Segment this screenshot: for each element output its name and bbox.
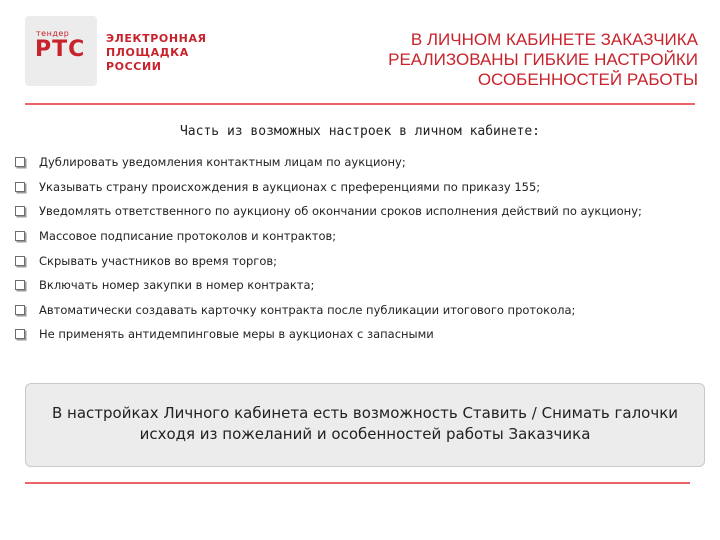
list-item: [15, 298, 710, 323]
list-item-text: Указывать страну происхождения в аукционах с преференциями по приказу 155;: [39, 179, 541, 194]
note-line: исходя из пожеланий и особенностей работы Заказчика: [139, 425, 591, 443]
section-subtitle: Часть из возможных настроек в личном кабинете:: [179, 124, 541, 139]
logo-top-text: тендер: [36, 29, 70, 38]
list-item-text: Автоматически создавать карточку контракта после публикации итогового протокола;: [39, 302, 576, 317]
checkbox-bullet-icon: [15, 157, 25, 167]
checkbox-bullet-icon: [15, 182, 25, 192]
checkbox-bullet-icon: [15, 256, 25, 266]
list-item: [15, 322, 710, 347]
note-line: В настройках Личного кабинета есть возможность Ставить / Снимать галочки: [51, 404, 679, 422]
logo-name-line: РОССИИ: [106, 60, 162, 73]
list-item-text: Дублировать уведомления контактным лицам по аукциону;: [39, 155, 406, 170]
list-item-text: Не применять антидемпинговые меры в аукционах с запасными: [39, 327, 434, 342]
settings-list: [15, 150, 710, 347]
list-item-text: Включать номер закупки в номер контракта;: [39, 278, 315, 293]
list-item-text: Уведомлять ответственного по аукциону об окончании сроков исполнения действий по аукциону;: [39, 204, 642, 219]
logo-name-line: ПЛОЩАДКА: [106, 46, 189, 59]
checkbox-bullet-icon: [15, 206, 25, 216]
checkbox-bullet-icon: [15, 231, 25, 241]
list-item: [15, 224, 710, 249]
title-line: В ЛИЧНОМ КАБИНЕТЕ ЗАКАЗЧИКА: [410, 30, 698, 49]
list-item-text: Скрывать участников во время торгов;: [39, 253, 278, 268]
title-line: РЕАЛИЗОВАНЫ ГИБКИЕ НАСТРОЙКИ: [388, 50, 698, 69]
list-item: [15, 273, 710, 298]
list-item-text: Массовое подписание протоколов и контрактов;: [39, 229, 337, 244]
list-item: [15, 150, 710, 175]
logo-name-line: ЭЛЕКТРОННАЯ: [106, 32, 207, 45]
list-item: [15, 199, 710, 224]
list-item: [15, 175, 710, 200]
info-note-box: [25, 383, 705, 467]
header-divider: [25, 103, 695, 105]
logo-main-text: РТС: [35, 37, 86, 62]
logo-company-name: [106, 32, 207, 74]
checkbox-bullet-icon: [15, 305, 25, 315]
page-title: [278, 30, 698, 90]
checkbox-bullet-icon: [15, 280, 25, 290]
list-item: [15, 248, 710, 273]
company-logo: [25, 16, 97, 86]
checkbox-bullet-icon: [15, 329, 25, 339]
footer-divider: [25, 482, 690, 484]
title-line: ОСОБЕННОСТЕЙ РАБОТЫ: [477, 70, 698, 89]
